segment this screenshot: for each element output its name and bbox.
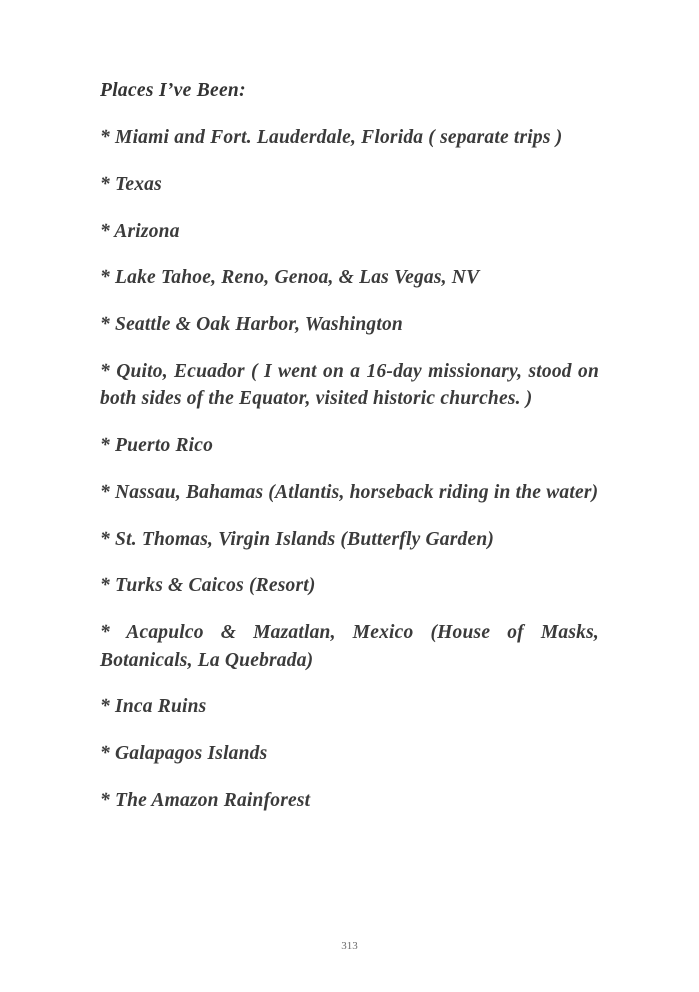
list-item: * Acapulco & Mazatlan, Mexico (House of Masks, Botanicals, La Quebrada) (100, 621, 599, 671)
list-item: * Quito, Ecuador ( I went on a 16-day missionary, stood on both sides of the Equator, visited historic churches. ) (100, 360, 599, 410)
places-list (100, 124, 599, 814)
list-item: * Puerto Rico (100, 435, 214, 457)
list-item: * St. Thomas, Virgin Islands (Butterfly Garden) (100, 528, 495, 550)
page-number: 313 (341, 940, 358, 952)
list-item: * Texas (100, 174, 162, 195)
list-item: * Seattle & Oak Harbor, Washington (100, 314, 403, 336)
list-item: * Turks & Caicos (Resort) (100, 575, 316, 597)
list-item: * Arizona (100, 220, 180, 242)
list-item: * Inca Ruins (100, 696, 207, 718)
list-item: * Lake Tahoe, Reno, Genoa, & Las Vegas, NV (100, 267, 480, 289)
page-title: Places I’ve Been: (100, 80, 246, 101)
list-item: * The Amazon Rainforest (100, 789, 311, 811)
list-item: * Miami and Fort. Lauderdale, Florida ( separate trips ) (100, 127, 563, 149)
list-item: * Nassau, Bahamas (Atlantis, horseback riding in the water) (100, 481, 599, 503)
list-item: * Galapagos Islands (100, 742, 268, 764)
